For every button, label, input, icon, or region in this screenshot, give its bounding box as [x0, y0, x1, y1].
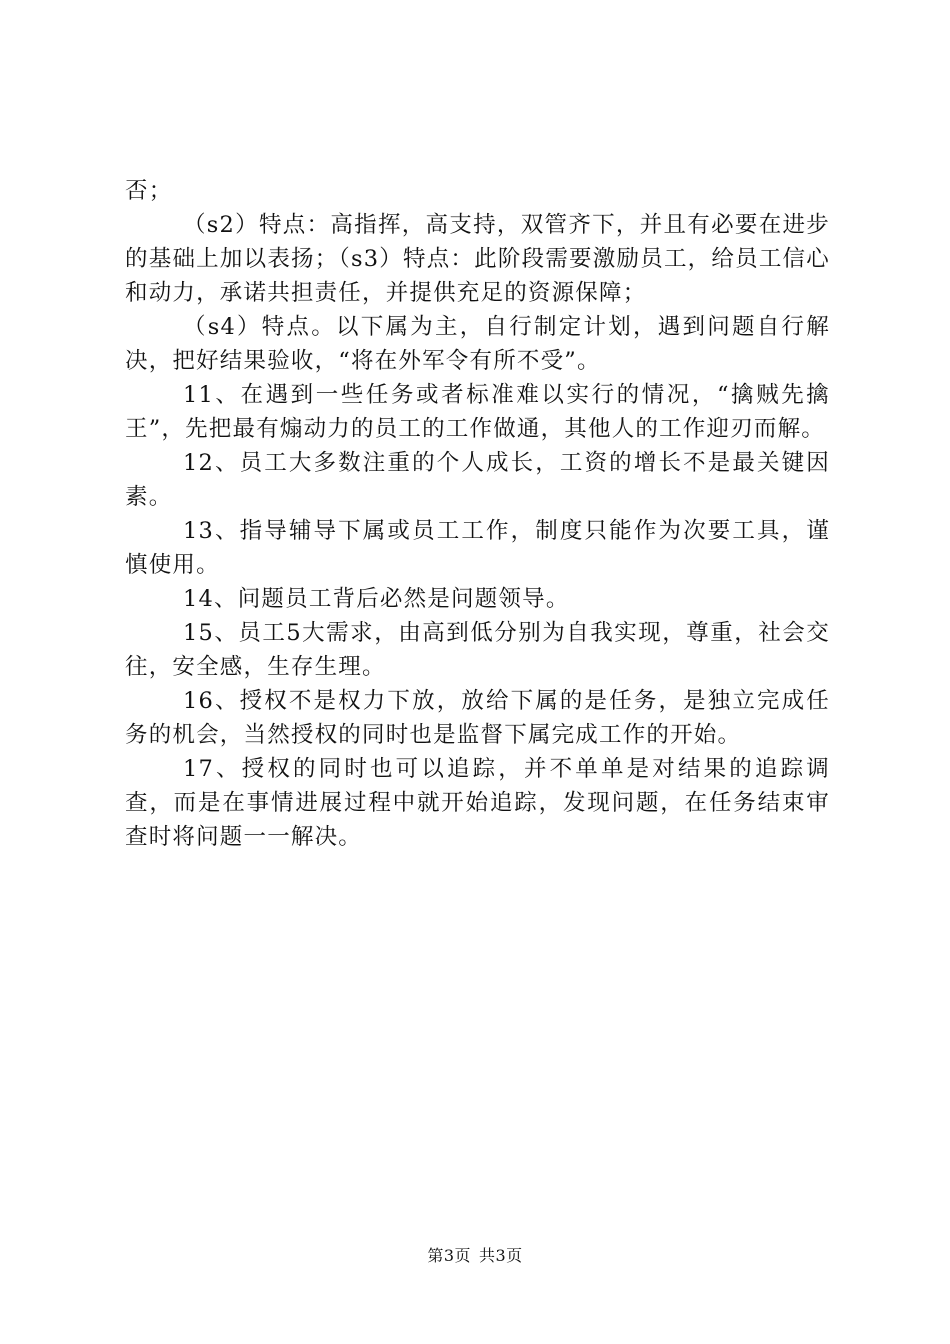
- paragraph-15: 15、员工5大需求，由高到低分别为自我实现，尊重，社会交往，安全感，生存生理。: [125, 620, 830, 680]
- paragraph-continuation: 否；: [125, 178, 173, 204]
- page-total: 共3页: [479, 1246, 523, 1265]
- page-number: 第3页: [427, 1246, 471, 1265]
- paragraph-17: 17、授权的同时也可以追踪，并不单单是对结果的追踪调查，而是在事情进展过程中就开始追踪，发现问题，在任务结束审查时将问题一一解决。: [125, 756, 830, 850]
- page-footer: [0, 1243, 950, 1266]
- paragraph-16: 16、授权不是权力下放，放给下属的是任务，是独立完成任务的机会，当然授权的同时也是监督下属完成工作的开始。: [125, 688, 830, 748]
- paragraph-s2-s3: （s2）特点：高指挥，高支持，双管齐下，并且有必要在进步的基础上加以表扬；（s3）特点：此阶段需要激励员工，给员工信心和动力，承诺共担责任，并提供充足的资源保障；: [125, 212, 830, 306]
- paragraph-13: 13、指导辅导下属或员工工作，制度只能作为次要工具，谨慎使用。: [125, 518, 830, 578]
- document-body: [125, 174, 830, 854]
- paragraph-11: 11、在遇到一些任务或者标准难以实行的情况，“擒贼先擒王”，先把最有煽动力的员工的工作做通，其他人的工作迎刃而解。: [125, 382, 830, 442]
- paragraph-s4: （s4）特点。以下属为主，自行制定计划，遇到问题自行解决，把好结果验收，“将在外军令有所不受”。: [125, 314, 830, 374]
- paragraph-14: 14、问题员工背后必然是问题领导。: [183, 586, 570, 612]
- paragraph-12: 12、员工大多数注重的个人成长，工资的增长不是最关键因素。: [125, 450, 830, 510]
